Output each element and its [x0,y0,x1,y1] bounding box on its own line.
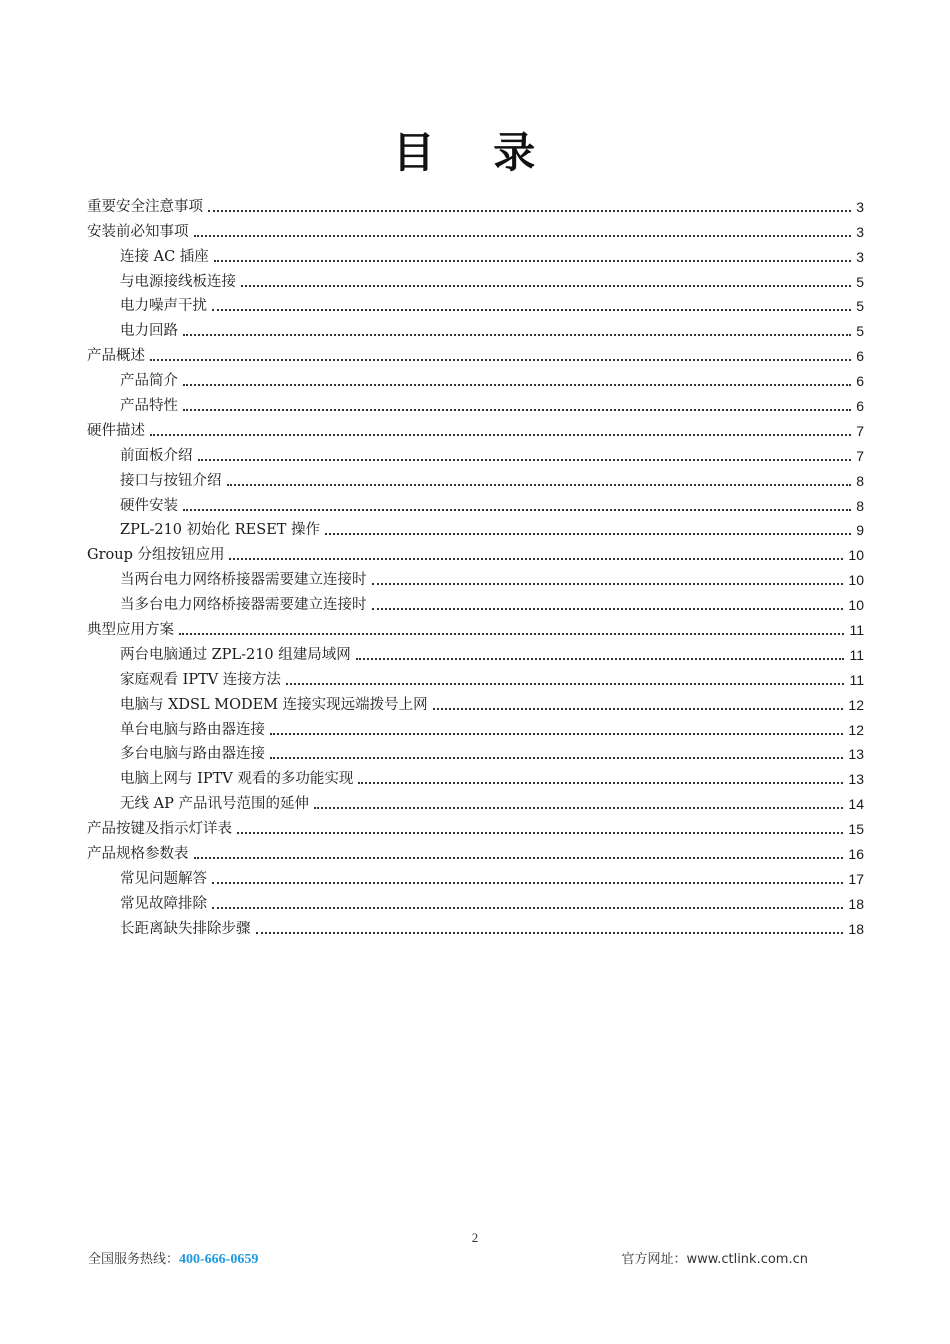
toc-entry[interactable] [87,440,864,465]
toc-entry-page: 15 [848,821,864,838]
toc-entry[interactable] [87,664,864,689]
website-url[interactable]: www.ctlink.com.cn [686,1252,808,1267]
toc-entry-page: 3 [856,223,864,240]
toc-dot-leader [270,757,843,759]
toc-dot-leader [229,558,843,560]
toc-entry-title: 产品概述 [87,348,145,365]
footer-website [621,1248,808,1267]
toc-entry-title: 硬件安装 [120,497,178,514]
website-label: 官方网址： [621,1252,687,1267]
toc-dot-leader [183,409,851,411]
toc-entry[interactable] [87,888,864,913]
toc-entry-title: 连接 AC 插座 [120,248,209,265]
toc-entry-title: 典型应用方案 [87,622,174,639]
hotline-label: 全国服务热线： [88,1252,180,1267]
toc-entry[interactable] [87,689,864,714]
toc-entry[interactable] [87,415,864,440]
toc-entry-title: 常见故障排除 [120,895,207,912]
toc-dot-leader [150,359,851,361]
toc-entry[interactable] [87,813,864,838]
toc-dot-leader [212,882,843,884]
toc-entry[interactable] [87,241,864,266]
toc-entry[interactable] [87,589,864,614]
toc-entry[interactable] [87,365,864,390]
toc-entry-page: 3 [856,248,864,265]
toc-entry-page: 11 [849,671,864,688]
toc-entry[interactable] [87,639,864,664]
toc-entry[interactable] [87,216,864,241]
toc-dot-leader [150,434,851,436]
toc-entry[interactable] [87,913,864,938]
toc-entry[interactable] [87,291,864,316]
toc-dot-leader [433,708,844,710]
toc-dot-leader [372,583,844,585]
toc-entry[interactable] [87,714,864,739]
toc-entry-title: 安装前必知事项 [87,223,189,240]
toc-entry-title: 多台电脑与路由器连接 [120,746,265,763]
toc-dot-leader [198,459,852,461]
toc-entry-page: 7 [856,447,864,464]
toc-dot-leader [208,210,851,212]
toc-entry[interactable] [87,739,864,764]
toc-entry[interactable] [87,490,864,515]
toc-entry-title: 长距离缺失排除步骤 [120,920,251,937]
toc-entry-title: 前面板介绍 [120,447,193,464]
toc-entry-page: 10 [848,597,864,614]
toc-entry-page: 8 [856,497,864,514]
toc-dot-leader [372,608,844,610]
toc-entry-title: 单台电脑与路由器连接 [120,721,265,738]
toc-entry-page: 5 [856,273,864,290]
toc-entry[interactable] [87,515,864,540]
toc-entry[interactable] [87,340,864,365]
toc-entry-page: 13 [848,746,864,763]
toc-entry-title: 家庭观看 IPTV 连接方法 [120,671,281,688]
hotline-number[interactable]: 400-666-0659 [179,1252,259,1267]
toc-entry-page: 18 [848,920,864,937]
toc-entry[interactable] [87,838,864,863]
toc-entry-page: 12 [848,721,864,738]
toc-dot-leader [183,334,851,336]
toc-entry-title: Group 分组按钮应用 [87,547,225,564]
toc-dot-leader [194,857,844,859]
toc-entry-page: 7 [856,422,864,439]
toc-entry-title: 电力噪声干扰 [120,298,207,315]
toc-entry-title: 重要安全注意事项 [87,198,203,215]
toc-entry-page: 11 [849,622,864,639]
toc-dot-leader [358,782,843,784]
table-of-contents [87,191,864,938]
toc-entry-title: 无线 AP 产品讯号范围的延伸 [120,796,309,813]
toc-dot-leader [314,807,843,809]
toc-dot-leader [356,658,845,660]
toc-dot-leader [227,484,852,486]
toc-entry-page: 6 [856,398,864,415]
toc-entry-page: 11 [849,646,864,663]
toc-entry-title: 当两台电力网络桥接器需要建立连接时 [120,572,367,589]
toc-entry[interactable] [87,390,864,415]
toc-dot-leader [214,260,851,262]
toc-entry-title: 产品简介 [120,373,178,390]
toc-entry-title: 产品按键及指示灯详表 [87,821,232,838]
toc-entry[interactable] [87,191,864,216]
toc-entry-page: 16 [848,846,864,863]
toc-entry-title: 硬件描述 [87,422,145,439]
toc-entry-title: 与电源接线板连接 [120,273,236,290]
toc-entry-title: 两台电脑通过 ZPL-210 组建局域网 [120,646,351,663]
toc-entry[interactable] [87,788,864,813]
toc-dot-leader [183,384,851,386]
toc-dot-leader [179,633,844,635]
toc-dot-leader [270,733,843,735]
toc-entry-title: 电脑与 XDSL MODEM 连接实现远端拨号上网 [120,696,428,713]
toc-entry-page: 10 [848,547,864,564]
toc-entry[interactable] [87,763,864,788]
toc-entry-page: 8 [856,472,864,489]
toc-dot-leader [256,932,844,934]
toc-entry-page: 3 [856,198,864,215]
toc-entry-title: 电力回路 [120,323,178,340]
toc-dot-leader [237,832,843,834]
toc-entry-page: 10 [848,572,864,589]
toc-entry-page: 6 [856,348,864,365]
footer-hotline [88,1248,258,1268]
toc-entry-page: 5 [856,298,864,315]
page-title: 目 录 [392,128,558,177]
toc-entry-page: 18 [848,895,864,912]
toc-entry[interactable] [87,564,864,589]
toc-entry[interactable] [87,539,864,564]
toc-dot-leader [241,285,851,287]
toc-entry-title: 产品特性 [120,398,178,415]
toc-dot-leader [325,533,851,535]
toc-entry-title: 产品规格参数表 [87,846,189,863]
toc-entry-title: 电脑上网与 IPTV 观看的多功能实现 [120,771,354,788]
toc-entry[interactable] [87,863,864,888]
toc-entry-title: 接口与按钮介绍 [120,472,222,489]
toc-entry-page: 13 [848,771,864,788]
toc-entry-title: 常见问题解答 [120,870,207,887]
toc-entry-page: 14 [848,796,864,813]
toc-entry-page: 6 [856,373,864,390]
toc-entry[interactable] [87,614,864,639]
toc-entry[interactable] [87,465,864,490]
toc-dot-leader [194,235,852,237]
toc-dot-leader [286,683,845,685]
toc-entry-page: 9 [856,522,864,539]
toc-entry[interactable] [87,315,864,340]
toc-entry-page: 5 [856,323,864,340]
toc-entry-page: 17 [848,870,864,887]
toc-entry[interactable] [87,266,864,291]
toc-dot-leader [212,907,843,909]
toc-entry-page: 12 [848,696,864,713]
toc-entry-title: 当多台电力网络桥接器需要建立连接时 [120,597,367,614]
toc-entry-title: ZPL-210 初始化 RESET 操作 [120,522,321,539]
toc-dot-leader [212,309,851,311]
page-number: 2 [471,1230,479,1245]
toc-dot-leader [183,509,851,511]
